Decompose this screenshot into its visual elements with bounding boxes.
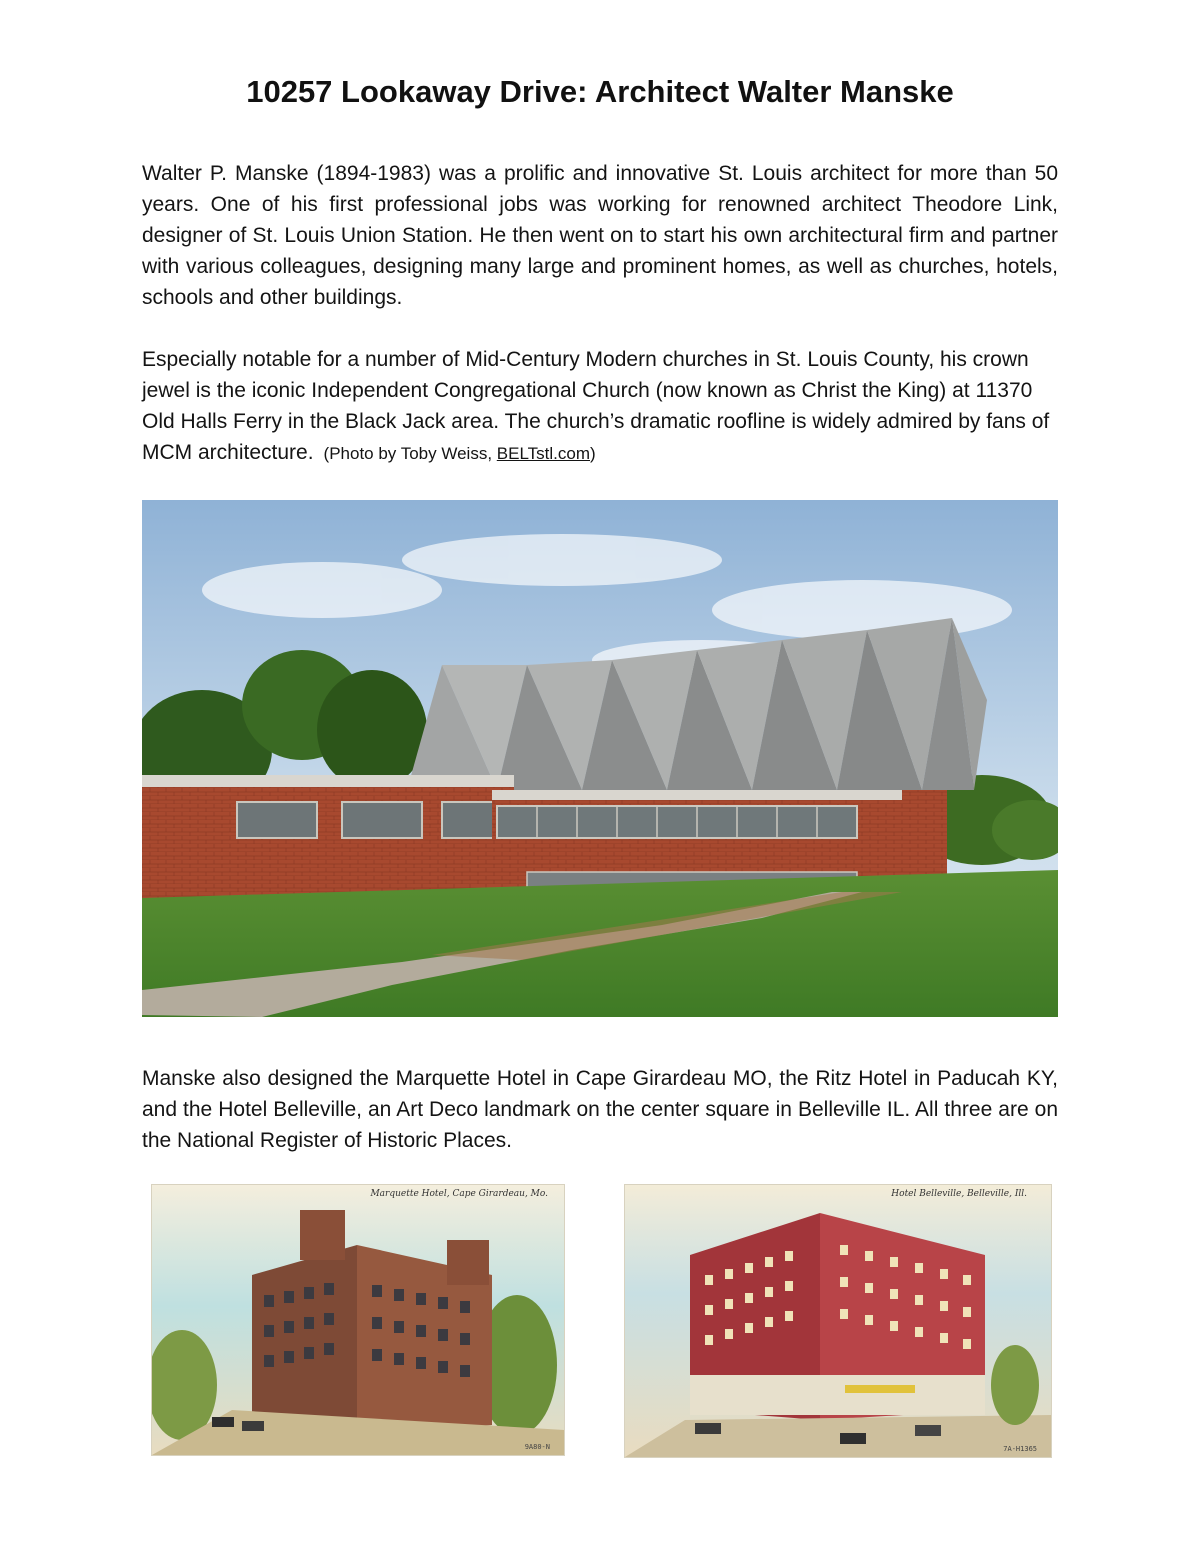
marquette-hotel-postcard — [151, 1184, 565, 1456]
photo-credit-suffix: ) — [590, 444, 596, 463]
belleville-caption: Hotel Belleville, Belleville, Ill. — [891, 1189, 1027, 1199]
belleville-number: 7A-H1365 — [1003, 1445, 1037, 1453]
marquette-number: 9A80-N — [524, 1443, 550, 1451]
photo-credit-prefix: (Photo by Toby Weiss, — [323, 444, 497, 463]
school-wing — [142, 775, 514, 902]
marquette-hotel-illustration — [152, 1185, 564, 1455]
marquette-caption: Marquette Hotel, Cape Girardeau, Mo. — [370, 1189, 548, 1199]
church-illustration — [142, 500, 1058, 1017]
page-title: 10257 Lookaway Drive: Architect Walter Manske — [246, 74, 954, 109]
church-paragraph — [142, 344, 1058, 469]
hotels-paragraph: Manske also designed the Marquette Hotel in Cape Girardeau MO, the Ritz Hotel in Paducah KY, and the Hotel Belleville, an Art Deco landmark on the center square in Belleville IL. All three are on the National Register of Historic Places. — [142, 1067, 1058, 1152]
hotel-belleville-illustration — [625, 1185, 1051, 1457]
intro-paragraph: Walter P. Manske (1894-1983) was a prolific and innovative St. Louis architect for more than 50 years. One of his first professional jobs was working for renowned architect Theodore Link, designer of St. Louis Union Station. He then went on to start his own architectural firm and partner with various colleagues, designing many large and prominent homes, as well as churches, hotels, schools and other buildings. — [142, 162, 1058, 309]
photo-credit — [324, 444, 596, 463]
church-paragraph-text: Especially notable for a number of Mid-Century Modern churches in St. Louis County, his crown jewel is the iconic Independent Congregational Church (now known as Christ the King) at 11370 Old Halls Ferry in the Black Jack area. The church’s dramatic roofline is widely admired by fans of MCM architecture. — [142, 348, 1050, 464]
church-photo — [142, 500, 1058, 1017]
beltstl-link[interactable]: BELTstl.com — [496, 444, 590, 463]
hotel-belleville-postcard — [624, 1184, 1052, 1458]
